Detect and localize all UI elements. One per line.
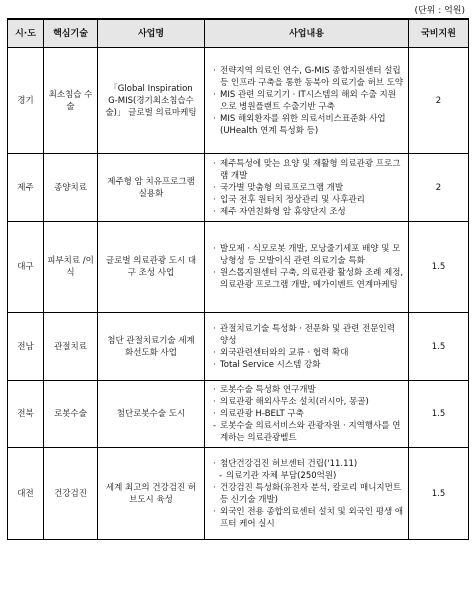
region-cell: 대전 [8, 448, 44, 540]
tech-cell: 종양치료 [44, 154, 98, 222]
table-row [8, 48, 469, 154]
content-list [213, 384, 404, 444]
content-item: · 관절치료기술 특성화 · 전문화 및 관련 전문인력 양성 [213, 323, 404, 347]
content-cell [205, 154, 409, 222]
content-item: · 의료관광 해외사무소 설치(러시아, 몽골) [213, 396, 404, 408]
region-cell: 대구 [8, 222, 44, 313]
table-row [8, 448, 469, 540]
content-cell [205, 448, 409, 540]
table-row [8, 381, 469, 448]
unit-note: (단위 : 억원) [414, 6, 465, 16]
project-cell: 「Global Inspiration G-MIS(경기최소침습수술)」 글로벌 의료마케팅 [98, 48, 205, 154]
project-table [7, 18, 469, 540]
project-cell: 첨단로봇수술 도시 [98, 381, 205, 448]
project-cell: 글로벌 의료관광 도시 대구 조성 사업 [98, 222, 205, 313]
tech-cell: 피부치료 /이식 [44, 222, 98, 313]
content-item: · 첨단건강검진 허브센터 건립('11.11) [213, 458, 404, 470]
tech-cell: 최소침습 수술 [44, 48, 98, 154]
project-cell: 세계 최고의 건강검진 허브도시 육성 [98, 448, 205, 540]
budget-cell: 1.5 [409, 222, 469, 313]
content-item: · 발모제 · 식모로봇 개발, 모낭줄기세포 배양 및 모낭형성 등 모발이식 관련 의료기술 특화 [213, 243, 404, 267]
content-list [213, 65, 404, 137]
content-item: - 로봇수술 의료서비스와 관광자원 · 지역행사를 연계하는 의료관광벨트 [213, 420, 404, 444]
content-item: · 국가별 맞춤형 의료프로그램 개발 [213, 182, 404, 194]
content-item: · 입국 전후 원터치 정상관리 및 사후관리 [213, 194, 404, 206]
content-item: · 로봇수술 특성화 연구개발 [213, 384, 404, 396]
content-item: · 제주특성에 맞는 요양 및 재활형 의료관광 프로그램 개발 [213, 158, 404, 182]
region-cell: 경기 [8, 48, 44, 154]
header-region: 시·도 [8, 19, 44, 48]
header-row [8, 19, 469, 48]
header-content: 사업내용 [205, 19, 409, 48]
budget-cell: 1.5 [409, 381, 469, 448]
content-list [213, 458, 404, 530]
content-list [213, 158, 404, 218]
content-item: · 원스톱지원센터 구축, 의료관광 활성화 조례 제정, 의료관광 프로그램 개발, 메가이벤트 연계마케팅 [213, 267, 404, 291]
budget-cell: 2 [409, 154, 469, 222]
content-item: · MIS 해외환자를 위한 의료서비스표준화 사업(UHealth 연계 특성화 등) [213, 113, 404, 137]
header-project: 사업명 [98, 19, 205, 48]
budget-cell: 2 [409, 48, 469, 154]
content-item: · MIS 관련 의료기기 · IT시스템의 해외 수출 지원으로 병원플랜트 수출기반 구축 [213, 89, 404, 113]
content-item: · 건강검진 특성화(유전자 분석, 칼로리 매니지먼트 등 신기술 개발) [213, 482, 404, 506]
table-row [8, 222, 469, 313]
header-tech: 핵심기술 [44, 19, 98, 48]
header-budget: 국비지원 [409, 19, 469, 48]
tech-cell: 로봇수술 [44, 381, 98, 448]
content-list [213, 243, 404, 291]
content-item: · 외국관련센터와의 교류 · 협력 확대 [213, 347, 404, 359]
project-cell: 제주형 암 치유프로그램 실용화 [98, 154, 205, 222]
content-item: · 전략지역 의료인 연수, G-MIS 종합지원센터 설립 등 인프라 구축을 통한 동북아 의료기술 허브 도약 [213, 65, 404, 89]
table-row [8, 154, 469, 222]
budget-cell: 1.5 [409, 313, 469, 381]
content-cell [205, 381, 409, 448]
content-cell [205, 222, 409, 313]
content-cell [205, 313, 409, 381]
content-item: · 외국인 전용 종합의료센터 설치 및 외국인 평생 애프터 케어 실시 [213, 506, 404, 530]
content-item: - 의료기관 자체 부담(250억원) [213, 470, 404, 482]
region-cell: 전남 [8, 313, 44, 381]
budget-cell: 1.5 [409, 448, 469, 540]
content-cell [205, 48, 409, 154]
tech-cell: 건강검진 [44, 448, 98, 540]
region-cell: 제주 [8, 154, 44, 222]
content-list [213, 323, 404, 371]
content-item: · 의료관광 H-BELT 구축 [213, 408, 404, 420]
project-cell: 첨단 관절치료기술 세계화선도화 사업 [98, 313, 205, 381]
content-item: · 제주 자연친화형 암 휴양단지 조성 [213, 206, 404, 218]
content-item: · Total Service 시스템 강화 [213, 359, 404, 371]
table-row [8, 313, 469, 381]
tech-cell: 관절치료 [44, 313, 98, 381]
region-cell: 전북 [8, 381, 44, 448]
